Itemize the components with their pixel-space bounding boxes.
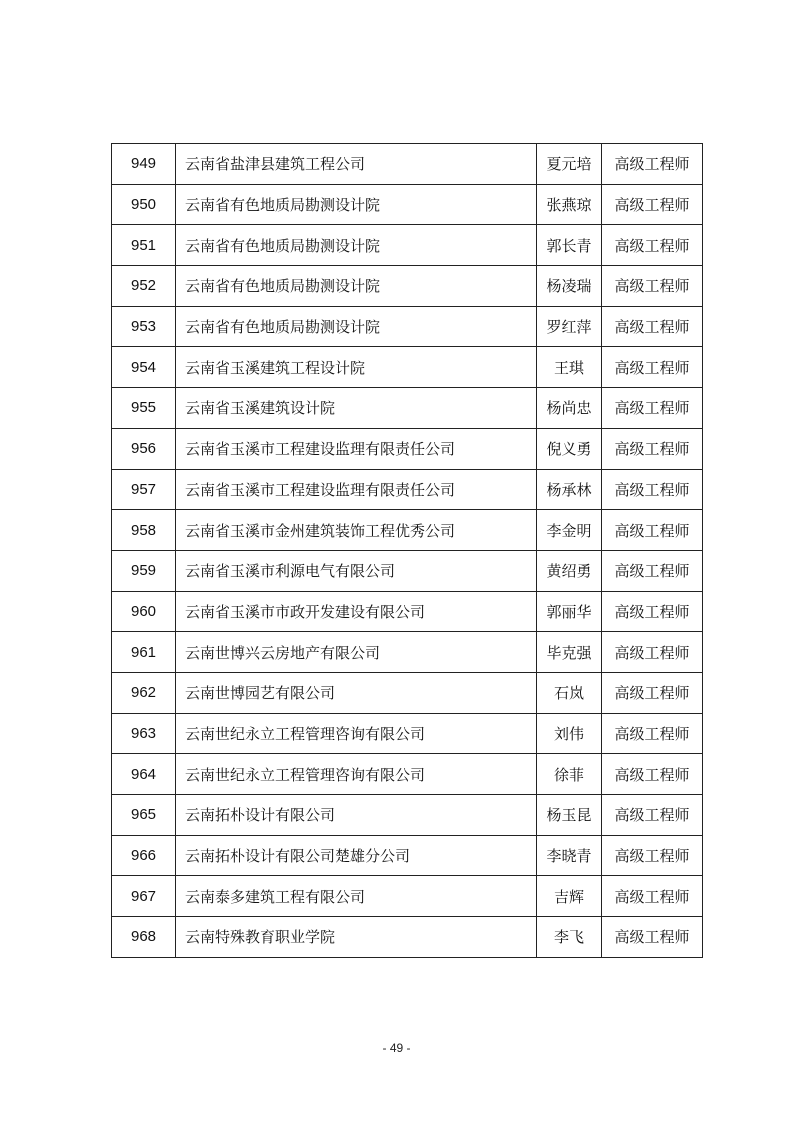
job-title-cell: 高级工程师 bbox=[602, 672, 703, 713]
job-title-cell: 高级工程师 bbox=[602, 266, 703, 307]
table-row bbox=[112, 428, 703, 469]
person-name-cell: 吉辉 bbox=[537, 876, 602, 917]
job-title-cell: 高级工程师 bbox=[602, 184, 703, 225]
unit-cell: 云南省有色地质局勘测设计院 bbox=[176, 225, 537, 266]
row-number-cell: 957 bbox=[112, 469, 176, 510]
unit-cell: 云南拓朴设计有限公司楚雄分公司 bbox=[176, 835, 537, 876]
job-title-cell: 高级工程师 bbox=[602, 144, 703, 185]
person-name-cell: 夏元培 bbox=[537, 144, 602, 185]
person-name-cell: 杨承林 bbox=[537, 469, 602, 510]
unit-cell: 云南省玉溪建筑工程设计院 bbox=[176, 347, 537, 388]
job-title-cell: 高级工程师 bbox=[602, 632, 703, 673]
page-number: - 49 - bbox=[382, 1041, 411, 1055]
person-name-cell: 郭长青 bbox=[537, 225, 602, 266]
table-row bbox=[112, 672, 703, 713]
person-name-cell: 罗红萍 bbox=[537, 306, 602, 347]
unit-cell: 云南省玉溪市工程建设监理有限责任公司 bbox=[176, 469, 537, 510]
job-title-cell: 高级工程师 bbox=[602, 917, 703, 958]
job-title-cell: 高级工程师 bbox=[602, 550, 703, 591]
table-row bbox=[112, 835, 703, 876]
row-number-cell: 966 bbox=[112, 835, 176, 876]
person-name-cell: 张燕琼 bbox=[537, 184, 602, 225]
person-name-cell: 毕克强 bbox=[537, 632, 602, 673]
row-number-cell: 968 bbox=[112, 917, 176, 958]
unit-cell: 云南省有色地质局勘测设计院 bbox=[176, 306, 537, 347]
row-number-cell: 949 bbox=[112, 144, 176, 185]
person-name-cell: 王琪 bbox=[537, 347, 602, 388]
person-name-cell: 杨凌瑞 bbox=[537, 266, 602, 307]
row-number-cell: 959 bbox=[112, 550, 176, 591]
job-title-cell: 高级工程师 bbox=[602, 754, 703, 795]
row-number-cell: 954 bbox=[112, 347, 176, 388]
table-row bbox=[112, 632, 703, 673]
person-name-cell: 李晓青 bbox=[537, 835, 602, 876]
table-row bbox=[112, 795, 703, 836]
job-title-cell: 高级工程师 bbox=[602, 428, 703, 469]
job-title-cell: 高级工程师 bbox=[602, 713, 703, 754]
unit-cell: 云南省玉溪市工程建设监理有限责任公司 bbox=[176, 428, 537, 469]
row-number-cell: 965 bbox=[112, 795, 176, 836]
row-number-cell: 951 bbox=[112, 225, 176, 266]
unit-cell: 云南省有色地质局勘测设计院 bbox=[176, 184, 537, 225]
row-number-cell: 953 bbox=[112, 306, 176, 347]
job-title-cell: 高级工程师 bbox=[602, 876, 703, 917]
job-title-cell: 高级工程师 bbox=[602, 591, 703, 632]
unit-cell: 云南世纪永立工程管理咨询有限公司 bbox=[176, 754, 537, 795]
job-title-cell: 高级工程师 bbox=[602, 510, 703, 551]
person-name-cell: 倪义勇 bbox=[537, 428, 602, 469]
person-name-cell: 李飞 bbox=[537, 917, 602, 958]
table-row bbox=[112, 754, 703, 795]
job-title-cell: 高级工程师 bbox=[602, 835, 703, 876]
row-number-cell: 956 bbox=[112, 428, 176, 469]
unit-cell: 云南省盐津县建筑工程公司 bbox=[176, 144, 537, 185]
unit-cell: 云南省玉溪市利源电气有限公司 bbox=[176, 550, 537, 591]
row-number-cell: 964 bbox=[112, 754, 176, 795]
table-row bbox=[112, 917, 703, 958]
person-name-cell: 郭丽华 bbox=[537, 591, 602, 632]
unit-cell: 云南泰多建筑工程有限公司 bbox=[176, 876, 537, 917]
table-row bbox=[112, 266, 703, 307]
table-row bbox=[112, 469, 703, 510]
unit-cell: 云南省玉溪市市政开发建设有限公司 bbox=[176, 591, 537, 632]
table-row bbox=[112, 306, 703, 347]
unit-cell: 云南世博兴云房地产有限公司 bbox=[176, 632, 537, 673]
table-row bbox=[112, 591, 703, 632]
unit-cell: 云南特殊教育职业学院 bbox=[176, 917, 537, 958]
row-number-cell: 967 bbox=[112, 876, 176, 917]
job-title-cell: 高级工程师 bbox=[602, 469, 703, 510]
roster-table bbox=[111, 143, 703, 958]
row-number-cell: 962 bbox=[112, 672, 176, 713]
table-row bbox=[112, 510, 703, 551]
row-number-cell: 961 bbox=[112, 632, 176, 673]
unit-cell: 云南省玉溪市金州建筑装饰工程优秀公司 bbox=[176, 510, 537, 551]
person-name-cell: 杨尚忠 bbox=[537, 388, 602, 429]
person-name-cell: 杨玉昆 bbox=[537, 795, 602, 836]
table-row bbox=[112, 388, 703, 429]
unit-cell: 云南世博园艺有限公司 bbox=[176, 672, 537, 713]
row-number-cell: 963 bbox=[112, 713, 176, 754]
person-name-cell: 徐菲 bbox=[537, 754, 602, 795]
row-number-cell: 958 bbox=[112, 510, 176, 551]
table-row bbox=[112, 347, 703, 388]
job-title-cell: 高级工程师 bbox=[602, 795, 703, 836]
unit-cell: 云南省玉溪建筑设计院 bbox=[176, 388, 537, 429]
person-name-cell: 李金明 bbox=[537, 510, 602, 551]
job-title-cell: 高级工程师 bbox=[602, 347, 703, 388]
table-row bbox=[112, 225, 703, 266]
unit-cell: 云南世纪永立工程管理咨询有限公司 bbox=[176, 713, 537, 754]
table-row bbox=[112, 713, 703, 754]
table-row bbox=[112, 550, 703, 591]
person-name-cell: 黄绍勇 bbox=[537, 550, 602, 591]
row-number-cell: 950 bbox=[112, 184, 176, 225]
row-number-cell: 955 bbox=[112, 388, 176, 429]
person-name-cell: 刘伟 bbox=[537, 713, 602, 754]
job-title-cell: 高级工程师 bbox=[602, 388, 703, 429]
row-number-cell: 952 bbox=[112, 266, 176, 307]
table-row bbox=[112, 144, 703, 185]
person-name-cell: 石岚 bbox=[537, 672, 602, 713]
row-number-cell: 960 bbox=[112, 591, 176, 632]
job-title-cell: 高级工程师 bbox=[602, 225, 703, 266]
table-row bbox=[112, 184, 703, 225]
job-title-cell: 高级工程师 bbox=[602, 306, 703, 347]
roster-table-body bbox=[112, 144, 703, 958]
unit-cell: 云南省有色地质局勘测设计院 bbox=[176, 266, 537, 307]
table-row bbox=[112, 876, 703, 917]
unit-cell: 云南拓朴设计有限公司 bbox=[176, 795, 537, 836]
